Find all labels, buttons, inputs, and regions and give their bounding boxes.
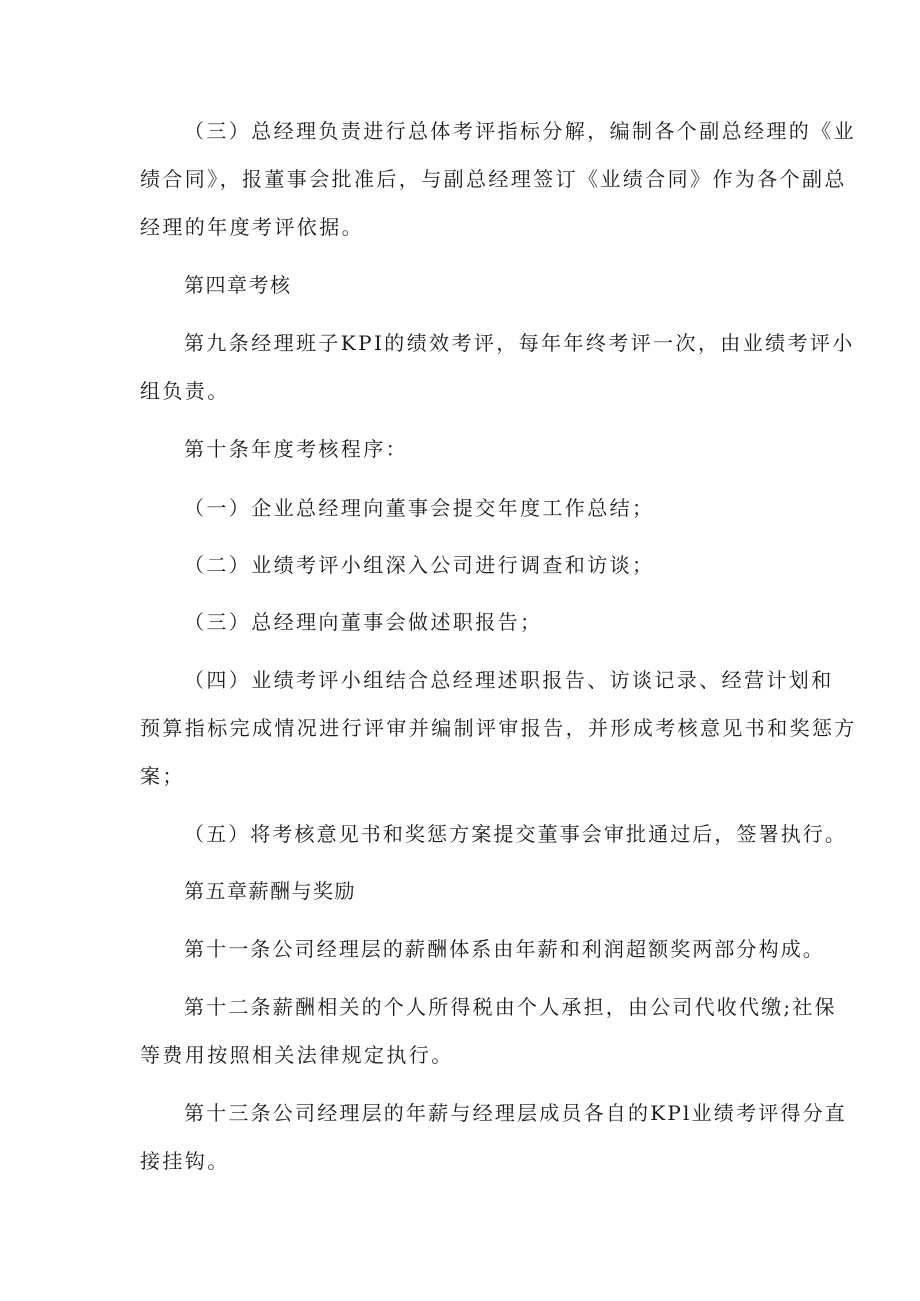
paragraph-line: 绩合同》，报董事会批准后，与副总经理签订《业绩合同》作为各个副总 — [140, 167, 847, 191]
list-item: 预算指标完成情况进行评审并编制评审报告，并形成考核意见书和奖惩方 — [140, 716, 857, 740]
paragraph-line: 第十条年度考核程序： — [184, 437, 408, 461]
list-item: （五）将考核意见书和奖惩方案提交董事会审批通过后，签署执行。 — [184, 822, 847, 846]
paragraph-line: （三）总经理负责进行总体考评指标分解，编制各个副总经理的《业 — [184, 119, 856, 143]
paragraph-line: 接挂钩。 — [140, 1149, 230, 1173]
paragraph-line: 第九条经理班子KPI的绩效考评，每年年终考评一次，由业绩考评小 — [184, 331, 855, 355]
paragraph-line: 第十一条公司经理层的薪酬体系由年薪和利润超额奖两部分构成。 — [184, 937, 825, 961]
chapter-heading: 第五章薪酬与奖励 — [184, 879, 356, 903]
paragraph-line: 等费用按照相关法律规定执行。 — [140, 1043, 454, 1067]
paragraph-line: 组负责。 — [140, 379, 230, 403]
paragraph-line: 第十三条公司经理层的年薪与经理层成员各自的KPl业绩考评得分直 — [184, 1101, 847, 1125]
list-item: 案； — [140, 764, 185, 788]
list-item: （三）总经理向董事会做述职报告； — [184, 610, 543, 634]
list-item: （一）企业总经理向董事会提交年度工作总结； — [184, 496, 655, 520]
list-item: （二）业绩考评小组深入公司进行调查和访谈； — [184, 553, 655, 577]
paragraph-line: 第十二条薪酬相关的个人所得税由个人承担，由公司代收代缴;社保 — [184, 995, 837, 1019]
list-item: （四）业绩考评小组结合总经理述职报告、访谈记录、经营计划和 — [184, 668, 834, 692]
chapter-heading: 第四章考核 — [184, 273, 292, 297]
paragraph-line: 经理的年度考评依据。 — [140, 215, 364, 239]
